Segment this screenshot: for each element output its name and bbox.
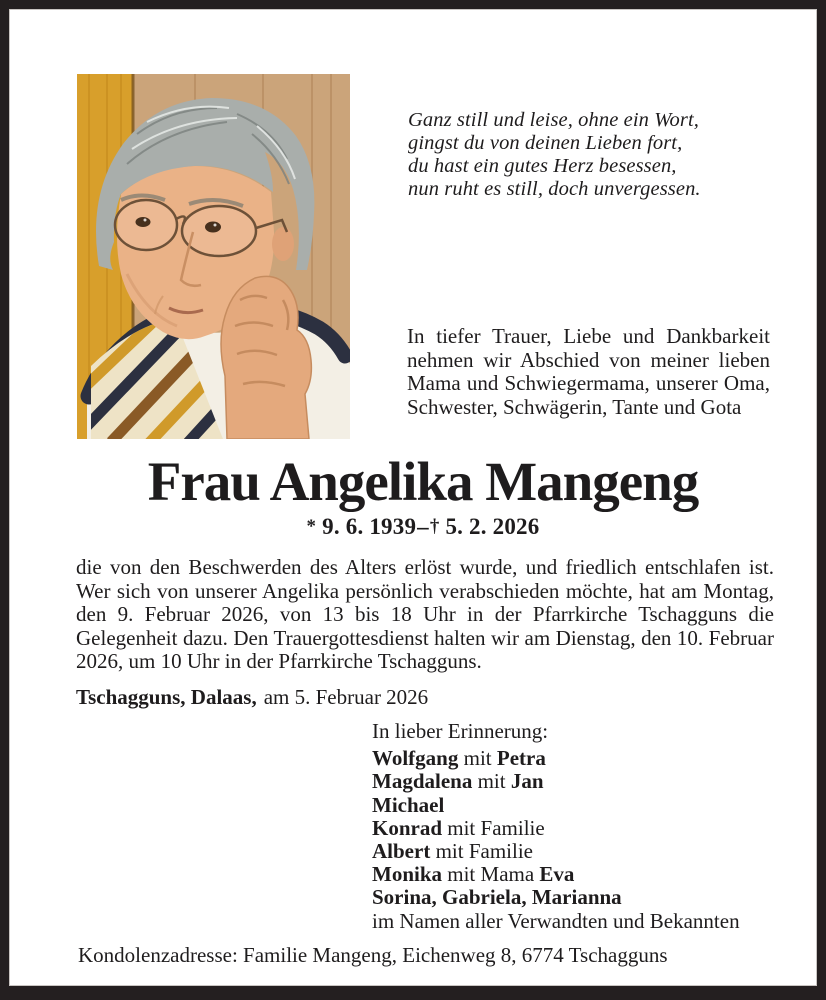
death-cross-icon: † [429, 515, 440, 537]
remembrance-block [372, 720, 792, 933]
place-names: Tschagguns, Dalaas, [76, 685, 257, 709]
poem-line: gingst du von deinen Lieben fort, [408, 132, 683, 154]
poem-line: du hast ein gutes Herz besessen, [408, 155, 677, 177]
mourner-line: Michael [372, 792, 445, 817]
remembrance-title: In lieber Erinnerung: [372, 719, 549, 743]
memorial-poem [408, 109, 788, 201]
mourner-line: Wolfgang mit Petra [372, 746, 546, 771]
place-date-line [76, 685, 428, 710]
mourner-line: Sorina, Gabriela, Marianna [372, 885, 622, 910]
deceased-name: Frau Angelika Mangeng [147, 451, 699, 512]
birth-star-icon: * [306, 515, 317, 537]
portrait-photo [77, 74, 350, 439]
mourner-line: Konrad mit Familie [372, 815, 545, 840]
date-text: am 5. Februar 2026 [263, 685, 429, 709]
obituary-card [9, 9, 817, 986]
farewell-intro-text: In tiefer Trauer, Liebe und Dankbarkeit nehmen wir Abschied von meiner lieben Mama und Schwiegermama, unserer Oma, Schwester, Schwägerin, Tante und Gota [407, 324, 770, 419]
life-dates [10, 514, 826, 540]
portrait-illustration [77, 74, 350, 439]
mourner-line: Albert mit Familie [372, 839, 533, 864]
mourner-line: Magdalena mit Jan [372, 769, 544, 794]
birth-date: 9. 6. 1939 [322, 514, 417, 539]
announcement-text: die von den Beschwerden des Alters erlöst wurde, und friedlich entschlafen ist. Wer sich von unserer Angelika persönlich verabschieden möchte, hat am Montag, den 9. Februar 2026, von 13 bis 18 Uhr in der Pfarrkirche Tschagguns die Gelegenheit dazu. Den Trauergottesdienst halten wir am Dienstag, den 10. Februar 2026, um 10 Uhr in der Pfarrkirche Tschagguns. [76, 555, 774, 674]
death-date: 5. 2. 2026 [445, 514, 540, 539]
poem-line: Ganz still und leise, ohne ein Wort, [408, 109, 699, 131]
mourner-line: Monika mit Mama Eva [372, 862, 575, 887]
remembrance-closing: im Namen aller Verwandten und Bekannten [372, 908, 740, 933]
condolence-address: Kondolenzadresse: Familie Mangeng, Eichenweg 8, 6774 Tschagguns [78, 943, 668, 967]
poem-line: nun ruht es still, doch unvergessen. [408, 178, 701, 200]
dates-separator: – [417, 514, 429, 539]
mourners-list [372, 747, 792, 909]
